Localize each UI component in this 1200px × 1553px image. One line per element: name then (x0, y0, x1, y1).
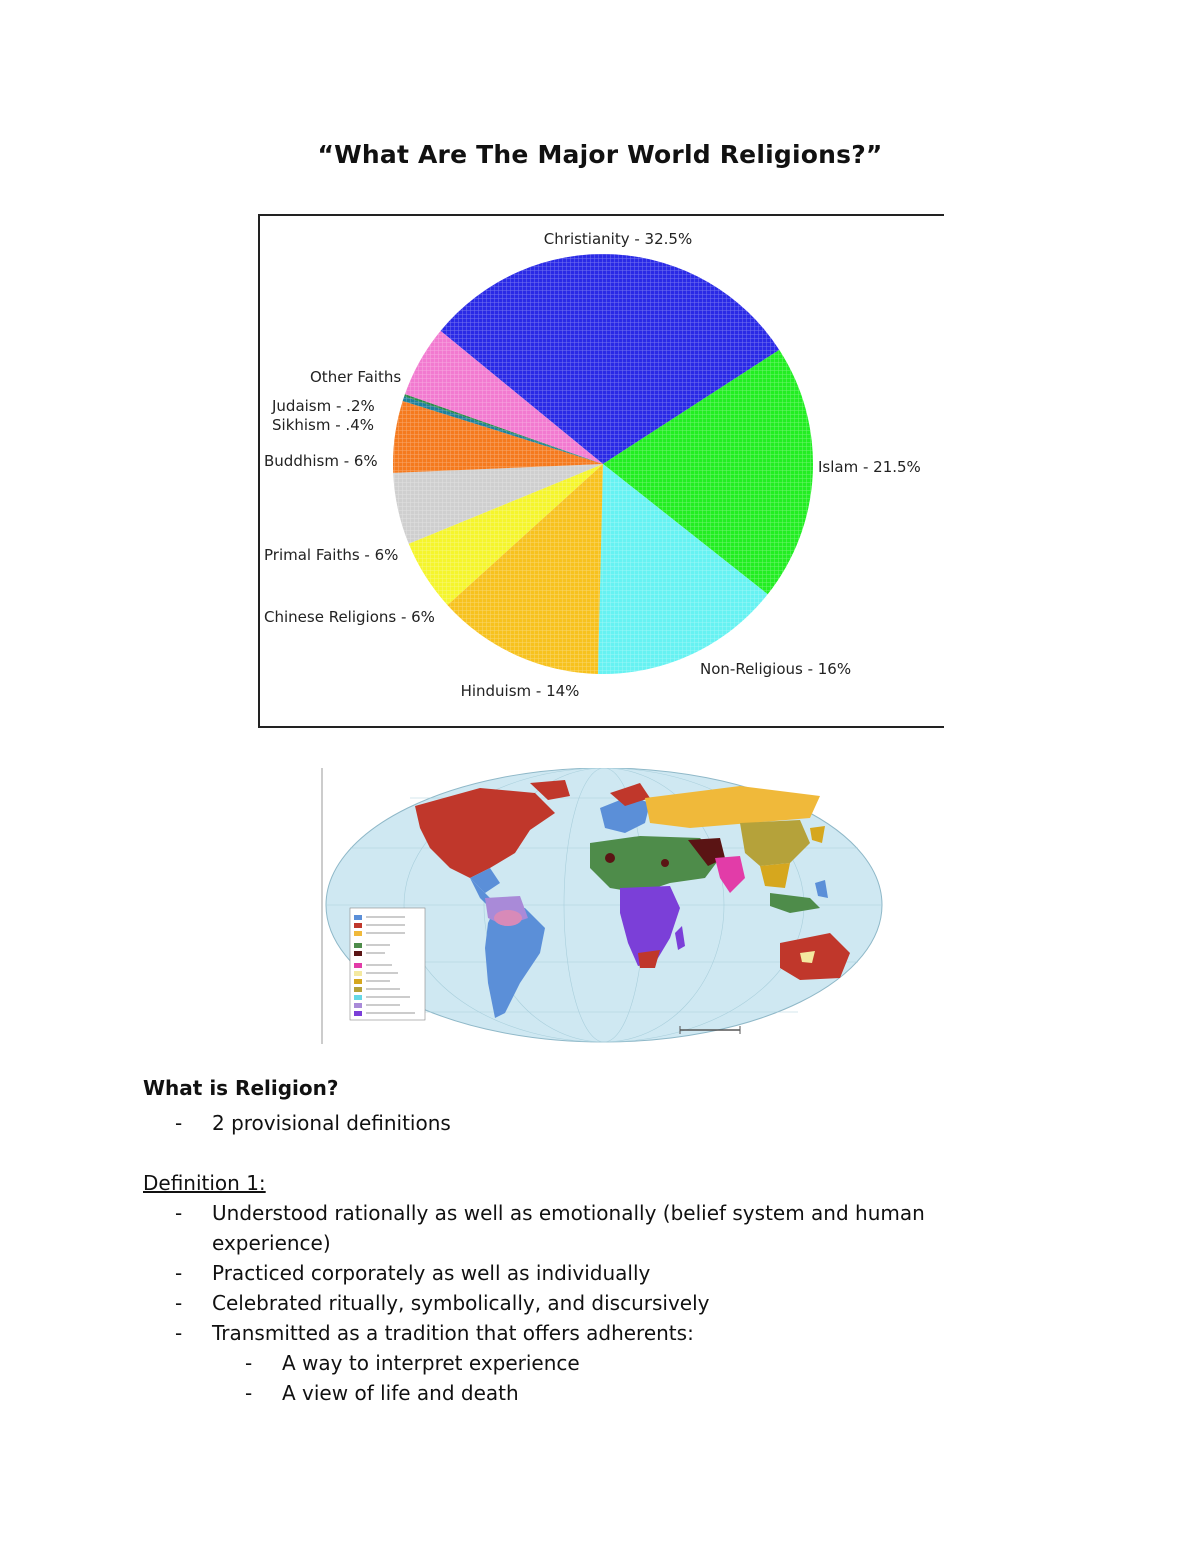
bullet-dash: - (175, 1261, 183, 1285)
religion-section (143, 1076, 1023, 1408)
section-heading: What is Religion? (143, 1076, 339, 1100)
bullet-dash: - (245, 1381, 253, 1405)
bullet-dash: - (175, 1291, 183, 1315)
pie-slice-label: Buddhism - 6% (264, 452, 378, 470)
pie-slice-label: Christianity - 32.5% (543, 230, 693, 248)
bullet-text: A view of life and death (282, 1381, 519, 1405)
bullet-text: Transmitted as a tradition that offers adherents: (212, 1321, 694, 1345)
bullet-dash: - (175, 1321, 183, 1345)
definition-bullet (143, 1288, 1023, 1318)
bullet-dash: - (175, 1201, 183, 1225)
religions-pie-chart (258, 214, 946, 730)
bullet-text: Understood rationally as well as emotionally (belief system and human experience) (212, 1201, 925, 1255)
sub-bullet (143, 1378, 1023, 1408)
definition-label: Definition 1: (143, 1171, 266, 1195)
bullet-dash: - (245, 1351, 253, 1375)
page-title: “What Are The Major World Religions?” (317, 140, 883, 169)
bullet-text: Practiced corporately as well as individually (212, 1261, 651, 1285)
pie-slice-label: Non-Religious - 16% (700, 660, 852, 678)
world-religions-map (320, 768, 886, 1044)
bullet-text: A way to interpret experience (282, 1351, 580, 1375)
definition-bullet (143, 1318, 1023, 1348)
pie-slice-label: Other Faiths (310, 368, 402, 386)
pie-slice-label: Judaism - .2% (272, 397, 375, 415)
map-legend (350, 908, 425, 1020)
pie-slice-label: Islam - 21.5% (818, 458, 921, 476)
pie-slice-label: Sikhism - .4% (272, 416, 374, 434)
sub-bullet (143, 1348, 1023, 1378)
bullet-text: 2 provisional definitions (212, 1111, 451, 1135)
pie-slice-label: Primal Faiths - 6% (264, 546, 399, 564)
bullet-text: Celebrated ritually, symbolically, and discursively (212, 1291, 710, 1315)
definition-bullet (143, 1258, 1023, 1288)
intro-bullet (143, 1108, 1023, 1138)
pie-slice-label: Hinduism - 14% (460, 682, 580, 700)
definition-bullet (143, 1198, 1023, 1258)
bullet-dash: - (175, 1111, 183, 1135)
pie-slice-label: Chinese Religions - 6% (264, 608, 435, 626)
pie-chart-frame (258, 214, 944, 728)
